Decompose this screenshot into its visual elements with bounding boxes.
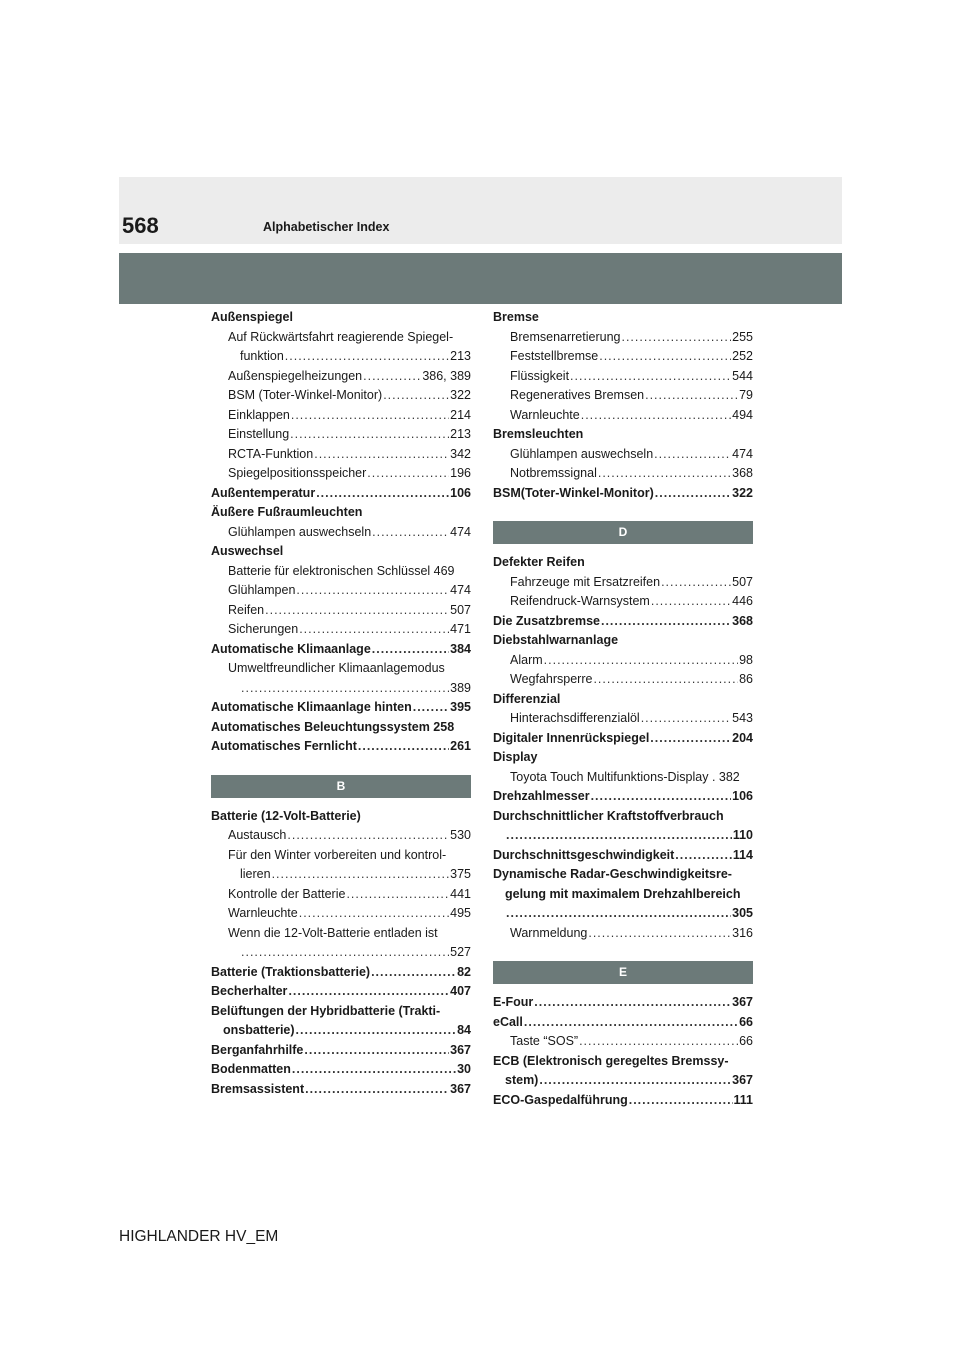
dot-leader — [661, 573, 731, 593]
section-spacer — [211, 798, 471, 807]
index-entry-term: Äußere Fußraumleuchten — [211, 505, 363, 519]
index-group-b-cont — [493, 308, 753, 503]
dot-leader — [304, 1041, 449, 1061]
dot-leader — [241, 943, 449, 963]
index-entry — [211, 826, 471, 846]
index-entry-page: 316 — [732, 925, 753, 940]
index-entry-term: stem) — [505, 1073, 539, 1087]
index-entry-term: Umweltfreundlicher Klimaanlagemodus — [228, 661, 445, 675]
dot-leader — [534, 993, 731, 1013]
index-entry-page: 474 — [450, 583, 471, 597]
index-entry — [211, 503, 471, 523]
index-entry — [211, 601, 471, 621]
index-entry-page: 441 — [450, 886, 471, 901]
index-entry-term: Glühlampen auswechseln — [510, 446, 654, 461]
index-entry-term: Automatisches Fernlicht — [211, 739, 357, 753]
index-entry-page: 527 — [450, 945, 471, 959]
index-entry-term: Flüssigkeit — [510, 368, 570, 383]
dot-leader — [651, 592, 731, 612]
dot-leader — [629, 1091, 733, 1111]
index-group-d — [493, 553, 753, 943]
index-entry-page: 261 — [450, 739, 471, 753]
section-spacer — [493, 984, 753, 993]
index-entry-term: Hinterachsdifferenzialöl — [510, 711, 640, 725]
index-entry-term: E-Four — [493, 995, 534, 1009]
index-entry-page: 110 — [732, 828, 753, 842]
index-entry-term: Außentemperatur — [211, 485, 316, 500]
index-entry-term: Automatische Klimaanlage — [211, 641, 371, 656]
index-entry-page: 507 — [450, 602, 471, 617]
index-entry — [211, 846, 471, 866]
index-entry — [493, 445, 753, 465]
index-entry-term: Differenzial — [493, 691, 561, 706]
dot-leader — [539, 1071, 731, 1091]
page-title: Alphabetischer Index — [263, 220, 390, 234]
index-entry-page: 530 — [450, 828, 471, 842]
index-entry-term: Für den Winter vorbereiten und kontrol- — [228, 847, 447, 862]
dot-leader — [272, 865, 450, 885]
index-entry — [211, 718, 471, 738]
index-entry-page: 342 — [450, 446, 471, 461]
index-entry — [211, 659, 471, 679]
index-entry-term: Bremsleuchten — [493, 427, 584, 441]
index-entry-term: Warnleuchte — [510, 407, 580, 422]
index-entry-page: 86 — [739, 672, 753, 686]
index-entry-page: 82 — [457, 964, 471, 979]
index-entry — [211, 542, 471, 562]
index-entry-term: Warnmeldung — [510, 925, 588, 940]
index-entry-page: 98 — [739, 652, 753, 667]
index-entry — [211, 464, 471, 484]
index-entry — [493, 573, 753, 593]
index-entry — [493, 670, 753, 690]
index-entry-page: 30 — [457, 1062, 471, 1076]
dot-leader — [287, 826, 449, 846]
index-entry-page: 368 — [732, 466, 753, 480]
index-entry-term: Digitaler Innenrückspiegel — [493, 730, 650, 745]
dot-leader — [655, 484, 731, 504]
index-entry-page: 474 — [732, 446, 753, 461]
index-entry-term: BSM(Toter-Winkel-Monitor) — [493, 485, 654, 500]
dot-leader — [346, 885, 449, 905]
index-entry-term: Sicherungen — [228, 622, 299, 636]
dot-leader — [588, 924, 731, 944]
index-entry — [493, 885, 753, 905]
index-entry — [211, 679, 471, 699]
section-spacer — [211, 757, 471, 775]
index-entry — [211, 698, 471, 718]
index-entry-term: ECB (Elektronisch geregeltes Bremssy- — [493, 1053, 729, 1068]
index-entry-term: Außenspiegel — [211, 310, 293, 324]
dot-leader — [265, 601, 449, 621]
index-entry-term: Auswechsel — [211, 544, 284, 558]
index-entry-page: 543 — [732, 711, 753, 725]
index-entry-page: 495 — [450, 906, 471, 920]
index-entry-term: Batterie (Traktionsbatterie) — [211, 964, 371, 979]
section-header-b: B — [211, 775, 471, 798]
index-entry — [493, 709, 753, 729]
dot-leader — [372, 640, 449, 660]
index-entry — [211, 982, 471, 1002]
index-entry — [211, 406, 471, 426]
index-entry-term: Fahrzeuge mit Ersatzreifen — [510, 574, 661, 589]
index-entry — [493, 748, 753, 768]
index-entry-page: 305 — [732, 906, 753, 920]
index-entry — [493, 993, 753, 1013]
index-entry-page: 106 — [450, 485, 471, 500]
index-entry — [211, 562, 471, 582]
dot-leader — [621, 328, 731, 348]
index-entry-term: Notbremssignal — [510, 466, 597, 480]
section-spacer — [493, 503, 753, 521]
index-entry — [493, 386, 753, 406]
index-entry-term: Reifen — [228, 602, 265, 617]
index-entry-term: Display — [493, 750, 538, 764]
index-entry-page: 84 — [457, 1023, 471, 1037]
index-entry-term: Feststellbremse — [510, 349, 599, 363]
index-entry — [493, 347, 753, 367]
index-entry-term: lieren — [240, 867, 271, 881]
index-entry-term: Warnleuchte — [228, 906, 298, 920]
index-entry-term: RCTA-Funktion — [228, 446, 314, 461]
index-entry — [493, 612, 753, 632]
index-entry-page: 384 — [450, 641, 471, 656]
dot-leader — [358, 737, 449, 757]
index-entry — [493, 592, 753, 612]
index-entry — [211, 1021, 471, 1041]
index-entry-term: Becherhalter — [211, 984, 288, 998]
index-entry-term: Dynamische Radar-Geschwindigkeitsre- — [493, 867, 732, 881]
index-entry-page: 214 — [450, 407, 471, 422]
index-entry-term: Toyota Touch Multifunktions-Display . 382 — [510, 769, 740, 784]
index-entry — [493, 807, 753, 827]
index-entry-term: Reifendruck-Warnsystem — [510, 594, 650, 608]
index-entry — [493, 1091, 753, 1111]
index-entry — [211, 963, 471, 983]
index-entry — [211, 367, 471, 387]
index-entry-term: Batterie (12-Volt-Batterie) — [211, 808, 361, 823]
dot-leader — [675, 846, 732, 866]
index-entry — [211, 1041, 471, 1061]
index-group-e — [493, 993, 753, 1110]
index-entry-term: gelung mit maximalem Drehzahlbereich — [505, 886, 741, 901]
index-entry-term: Außenspiegelheizungen — [228, 368, 363, 383]
index-entry — [211, 386, 471, 406]
index-entry-term: Bremsassistent — [211, 1081, 305, 1096]
index-entry-term: Automatische Klimaanlage hinten — [211, 700, 412, 714]
index-entry — [493, 1013, 753, 1033]
dot-leader — [570, 367, 731, 387]
index-entry-page: 395 — [450, 700, 471, 714]
index-entry — [493, 690, 753, 710]
dot-leader — [299, 904, 449, 924]
dot-leader — [645, 386, 738, 406]
dot-leader — [650, 729, 731, 749]
index-entry-term: Kontrolle der Batterie — [228, 886, 346, 901]
section-header-e: E — [493, 961, 753, 984]
index-entry-page: 367 — [732, 1073, 753, 1087]
index-entry-term: Durchschnittsgeschwindigkeit — [493, 847, 675, 862]
index-entry-page: 213 — [450, 349, 471, 363]
index-entry-page: 389 — [450, 680, 471, 695]
dot-leader — [581, 406, 731, 426]
dot-leader — [296, 581, 449, 601]
index-entry — [211, 445, 471, 465]
index-entry-term: Bremse — [493, 310, 539, 324]
index-entry — [493, 367, 753, 387]
index-entry-page: 507 — [732, 574, 753, 589]
index-entry-term: Spiegelpositionsspeicher — [228, 466, 367, 480]
index-entry — [493, 787, 753, 807]
header-bar — [119, 253, 842, 304]
index-entry-term: funktion — [240, 349, 284, 363]
index-entry-page: 367 — [450, 1081, 471, 1096]
index-entry — [493, 328, 753, 348]
index-entry-term: Bremsenarretierung — [510, 329, 621, 344]
index-entry — [493, 1032, 753, 1052]
index-entry-page: 213 — [450, 427, 471, 441]
index-entry-term: Automatisches Beleuchtungssystem 258 — [211, 719, 455, 734]
index-entry-page: 111 — [733, 1092, 753, 1107]
dot-leader — [241, 679, 449, 699]
index-entry — [493, 846, 753, 866]
index-entry-term: Bodenmatten — [211, 1062, 291, 1076]
index-entry-term: Wegfahrsperre — [510, 672, 593, 686]
dot-leader — [305, 1080, 449, 1100]
index-entry-page: 474 — [450, 524, 471, 539]
index-entry-term: Defekter Reifen — [493, 555, 585, 569]
dot-leader — [593, 670, 738, 690]
index-entry-term: ECO-Gaspedalführung — [493, 1092, 628, 1107]
index-entry — [211, 425, 471, 445]
index-entry — [493, 553, 753, 573]
index-group-a — [211, 308, 471, 757]
index-entry-page: 106 — [732, 789, 753, 803]
index-entry-term: Einklappen — [228, 407, 290, 422]
index-entry-page: 471 — [450, 622, 471, 636]
index-entry-term: Die Zusatzbremse — [493, 613, 600, 628]
index-entry-page: 494 — [732, 407, 753, 422]
index-entry-page: 407 — [450, 984, 471, 998]
index-entry-page: 79 — [739, 388, 753, 402]
index-entry — [493, 631, 753, 651]
index-entry-term: Drehzahlmesser — [493, 789, 590, 803]
index-entry — [211, 1060, 471, 1080]
index-entry-page: 252 — [732, 349, 753, 363]
index-entry — [493, 826, 753, 846]
index-entry — [493, 924, 753, 944]
index-entry — [493, 768, 753, 788]
dot-leader — [413, 698, 449, 718]
dot-leader — [363, 367, 421, 387]
index-entry — [211, 865, 471, 885]
section-header-d: D — [493, 521, 753, 544]
dot-leader — [601, 612, 731, 632]
index-entry-page: 322 — [450, 388, 471, 402]
index-entry-term: Regeneratives Bremsen — [510, 388, 645, 402]
index-entry-term: Diebstahlwarnanlage — [493, 633, 619, 647]
index-entry-term: Wenn die 12-Volt-Batterie entladen ist — [228, 925, 438, 940]
index-entry — [211, 308, 471, 328]
index-column-right — [493, 308, 753, 1110]
index-entry — [211, 1080, 471, 1100]
dot-leader — [598, 464, 731, 484]
page-header — [119, 177, 842, 244]
dot-leader — [591, 787, 732, 807]
footer-model-name: HIGHLANDER HV_EM — [119, 1228, 279, 1245]
dot-leader — [371, 963, 456, 983]
index-entry-page: 386, 389 — [422, 368, 471, 383]
index-entry-term: Glühlampen auswechseln — [228, 524, 372, 539]
index-entry — [211, 523, 471, 543]
index-entry — [493, 729, 753, 749]
index-entry — [211, 1002, 471, 1022]
dot-leader — [599, 347, 731, 367]
index-entry-term: Batterie für elektronischen Schlüssel 469 — [228, 563, 455, 578]
index-entry — [211, 328, 471, 348]
index-entry-term: Auf Rückwärtsfahrt reagierende Spiegel- — [228, 329, 454, 344]
index-entry-term: Austausch — [228, 828, 287, 842]
index-entry-term: onsbatterie) — [223, 1023, 295, 1037]
index-entry — [211, 347, 471, 367]
index-entry-term: Einstellung — [228, 427, 290, 441]
dot-leader — [524, 1013, 738, 1033]
index-entry — [211, 581, 471, 601]
index-entry — [211, 737, 471, 757]
index-entry-page: 367 — [732, 995, 753, 1009]
page-number: 568 — [122, 213, 159, 238]
index-entry-page: 322 — [732, 485, 753, 500]
index-entry-page: 66 — [739, 1014, 753, 1029]
index-entry — [211, 943, 471, 963]
dot-leader — [544, 651, 738, 671]
dot-leader — [654, 445, 731, 465]
index-entry-page: 368 — [732, 613, 753, 628]
index-entry-page: 114 — [732, 847, 753, 862]
index-entry — [493, 865, 753, 885]
index-entry — [493, 904, 753, 924]
index-entry — [211, 640, 471, 660]
dot-leader — [299, 620, 449, 640]
index-entry-page: 204 — [732, 730, 753, 745]
index-group-b — [211, 807, 471, 1100]
index-entry — [211, 904, 471, 924]
index-entry-page: 255 — [732, 329, 753, 344]
index-entry-term: BSM (Toter-Winkel-Monitor) — [228, 388, 383, 402]
dot-leader — [296, 1021, 457, 1041]
index-entry — [211, 807, 471, 827]
index-entry-page: 544 — [732, 368, 753, 383]
dot-leader — [372, 523, 449, 543]
dot-leader — [314, 445, 449, 465]
index-entry-page: 196 — [450, 466, 471, 480]
index-entry — [493, 406, 753, 426]
index-entry — [493, 484, 753, 504]
dot-leader — [579, 1032, 738, 1052]
index-entry — [493, 1071, 753, 1091]
dot-leader — [291, 406, 449, 426]
index-entry — [493, 425, 753, 445]
index-entry-term: eCall — [493, 1014, 523, 1029]
dot-leader — [292, 1060, 456, 1080]
index-entry — [211, 484, 471, 504]
index-entry-page: 367 — [450, 1042, 471, 1057]
index-entry — [493, 464, 753, 484]
index-entry-page: 66 — [739, 1034, 753, 1048]
index-column-left — [211, 308, 471, 1099]
dot-leader — [506, 826, 732, 846]
index-entry — [211, 924, 471, 944]
index-entry-term: Taste “SOS” — [510, 1034, 579, 1048]
section-spacer — [493, 544, 753, 553]
index-entry — [493, 1052, 753, 1072]
dot-leader — [641, 709, 731, 729]
index-entry — [493, 651, 753, 671]
index-entry-term: Durchschnittlicher Kraftstoffverbrauch — [493, 808, 724, 823]
index-entry — [493, 308, 753, 328]
index-entry-term: Belüftungen der Hybridbatterie (Trakti- — [211, 1003, 441, 1018]
dot-leader — [288, 982, 449, 1002]
dot-leader — [506, 904, 731, 924]
index-entry-page: 375 — [450, 867, 471, 881]
dot-leader — [316, 484, 449, 504]
dot-leader — [285, 347, 449, 367]
index-entry-term: Glühlampen — [228, 583, 296, 597]
dot-leader — [383, 386, 449, 406]
index-entry — [211, 885, 471, 905]
section-spacer — [493, 943, 753, 961]
index-entry-term: Berganfahrhilfe — [211, 1042, 304, 1057]
index-entry-term: Alarm — [510, 652, 543, 667]
index-entry — [211, 620, 471, 640]
dot-leader — [290, 425, 449, 445]
dot-leader — [367, 464, 449, 484]
index-entry-page: 446 — [732, 594, 753, 608]
